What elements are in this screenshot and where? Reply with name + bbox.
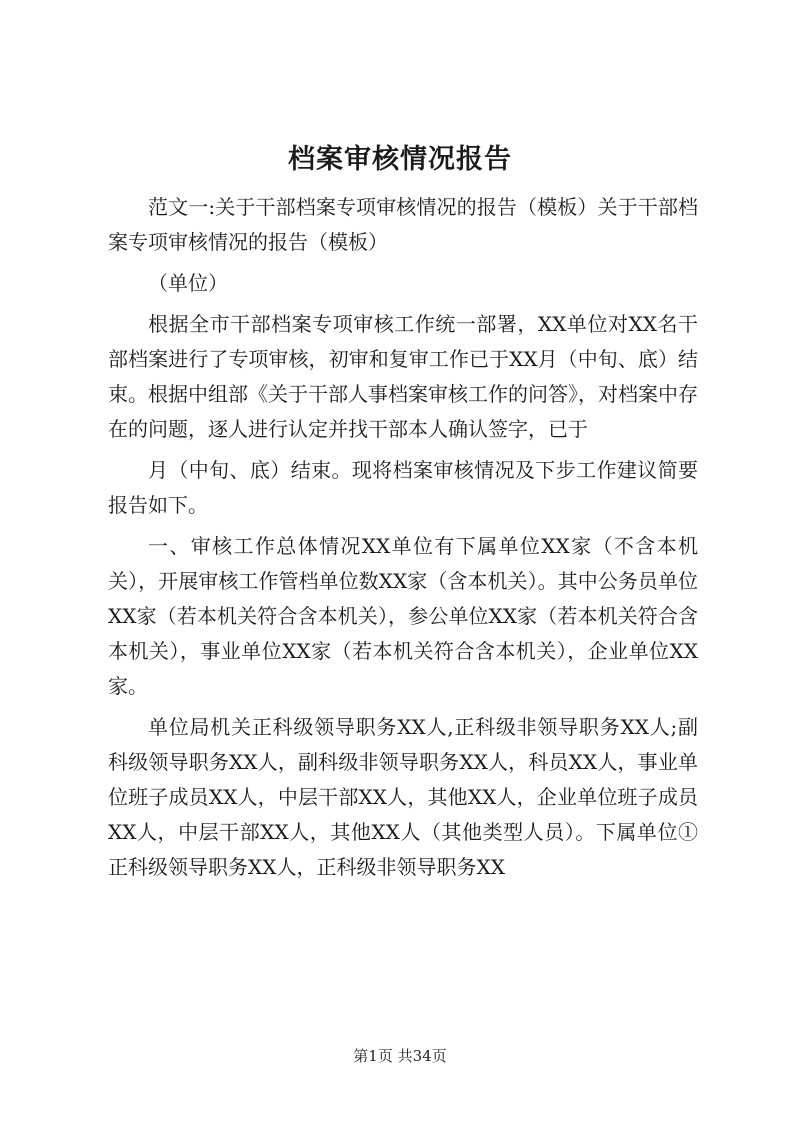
paragraph-overview: 一、审核工作总体情况XX单位有下属单位XX家（不含本机关），开展审核工作管档单位数XX家（含本机关）。其中公务员单位XX家（若本机关符合含本机关），参公单位XX家（若本机关符合含本机关），事业单位XX家（若本机关符合含本机关），企业单位XX家。 bbox=[108, 534, 698, 698]
paragraph-intro: 范文一:关于干部档案专项审核情况的报告（模板）关于干部档案专项审核情况的报告（模板） bbox=[108, 195, 698, 254]
document-title: 档案审核情况报告 bbox=[288, 144, 512, 175]
paragraph-staff-counts: 单位局机关正科级领导职务XX人,正科级非领导职务XX人;副科级领导职务XX人，副科级非领导职务XX人，科员XX人，事业单位班子成员XX人，中层干部XX人，其他XX人，企业单位班子成员XX人，中层干部XX人，其他XX人（其他类型人员）。下属单位①正科级领导职务XX人，正科级非领导职务XX bbox=[108, 715, 698, 879]
paragraph-deployment: 根据全市干部档案专项审核工作统一部署，XX单位对XX名干部档案进行了专项审核，初审和复审工作已于XX月（中旬、底）结束。根据中组部《关于干部人事档案审核工作的问答》，对档案中存在的问题，逐人进行认定并找干部本人确认签字，已于 bbox=[108, 312, 698, 441]
paragraph-unit: （单位） bbox=[148, 271, 228, 295]
page-footer: 第1页 共34页 bbox=[353, 1047, 447, 1065]
document-body bbox=[108, 190, 698, 885]
paragraph-completion: 月（中旬、底）结束。现将档案审核情况及下步工作建议简要报告如下。 bbox=[108, 458, 698, 517]
